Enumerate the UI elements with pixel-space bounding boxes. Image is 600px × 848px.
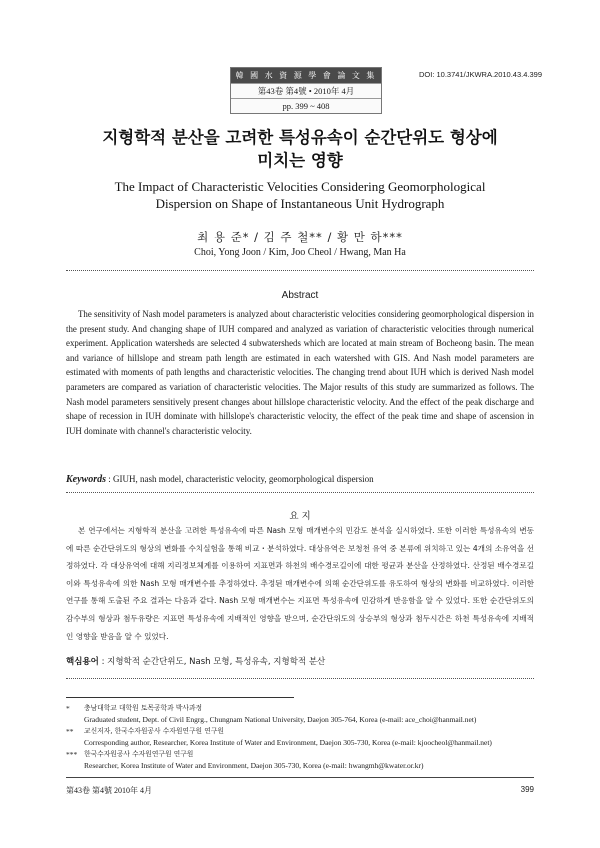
footnote-english: Corresponding author, Researcher, Korea Institute of Water and Environment, Daejon 305-730, Korea (e-mail: kjoocheol@hanmail.net) <box>84 738 492 747</box>
divider-top <box>66 270 534 271</box>
footnote-korean: 교신저자, 한국수자원공사 수자원연구원 연구원 <box>84 727 224 735</box>
journal-pages: pp. 399 ~ 408 <box>231 98 381 113</box>
divider-bottom <box>66 678 534 679</box>
journal-name: 韓 國 水 資 源 學 會 論 文 集 <box>231 68 381 83</box>
footnote-rule <box>66 697 294 698</box>
abstract-heading: Abstract <box>281 290 319 301</box>
footnote-english: Graduated student, Dept. of Civil Engrg., Chungnam National University, Daejon 305-764, Korea (e-mail: ace_choi@hanmail.net) <box>84 715 477 724</box>
title-korean <box>0 126 600 172</box>
keywords <box>66 474 534 485</box>
journal-volume: 第43卷 第4號 • 2010年 4月 <box>231 83 381 98</box>
abstract-text: The sensitivity of Nash model parameters is analyzed about characteristic velocities considering geomorphological dispersion in the present study. And changing shape of IUH compared and analyzed as variation of characteristic velocities through numerical experiment. Application watersheds are selected 4 subwatersheds which are located at main stream of Bocheong basin. The mean and variance of hillslope and stream path length are estimated in each watershed with GIS. And Nash model parameters are estimated with moments of path lengths and characteristic velocities. The changing trend about IUH which is derived Nash model parameters are compared as variation of characteristic velocities. The Major results of this study are summarized as follows. The Nash model parameters sensitively present changes about hillslope characteristic velocity. And the effect of the peak discharge and shape of recession in IUH dominate with hillslope's characteristic velocity, the effect of the peak time and shape of ascension in IUH dominate with channel's characteristic velocity. <box>66 309 534 436</box>
title-korean-line-2: 미치는 영향 <box>257 151 343 170</box>
footer-rule <box>66 777 534 778</box>
title-english-line-2: Dispersion on Shape of Instantaneous Unit Hydrograph <box>155 196 445 211</box>
footnote-mark: * <box>66 704 70 713</box>
journal-info-box <box>230 67 382 114</box>
title-english-line-1: The Impact of Characteristic Velocities Considering Geomorphological <box>114 179 486 194</box>
footnote-korean: 한국수자원공사 수자원연구원 연구원 <box>84 750 194 758</box>
footnotes <box>66 703 546 772</box>
authors-english: Choi, Yong Joon / Kim, Joo Cheol / Hwang, Man Ha <box>194 247 406 258</box>
keywords-label: Keywords <box>66 474 106 485</box>
footnote-korean: 충남대학교 대학원 토목공학과 박사과정 <box>84 704 203 712</box>
divider-middle <box>66 492 534 493</box>
footnote <box>66 749 546 771</box>
keywords-text: : GIUH, nash model, characteristic velocity, geomorphological dispersion <box>108 474 374 484</box>
footnote <box>66 726 546 748</box>
korean-keywords <box>66 655 534 667</box>
footer-journal-issue: 第43卷 第4號 2010年 4月 <box>66 786 152 795</box>
footnote-mark: ** <box>66 727 74 736</box>
korean-abstract-text: 본 연구에서는 지형학적 분산을 고려한 특성유속에 따른 Nash 모형 매개변수의 민감도 분석을 실시하였다. 또한 이러한 특성유속의 변동에 따른 순간단위도의 형상의 변화를 수치실험을 통해 비교・분석하였다. 대상유역은 보청천 유역 중 본류에 위치하고 있는 4개의 소유역을 선정하였다. 각 대상유역에 대해 지리정보체계를 이용하여 지표면과 하천의 배수경로길이에 대한 평균과 분산을 산정하였다. 산정된 배수경로길이와 특성유속에 의한 Nash 모형 매개변수를 추정하였다. 추정된 매개변수에 의해 순간단위도를 유도하여 형상의 변화를 비교하였다. 이러한 연구를 통해 도출된 주요 결과는 다음과 같다. Nash 모형 매개변수는 지표면 특성유속에 민감하게 반응함을 알 수 있었다. 또한 순간단위도의 감수부의 형상과 첨두유량은 지표면 특성유속에 지배적인 영향을 받으며, 순간단위도의 상승부의 형상과 첨두시간은 하천 특성유속에 지배적인 영향을 받음을 알 수 있었다. <box>66 526 534 641</box>
authors-korean: 최 용 준* / 김 주 철** / 황 만 하*** <box>197 230 403 244</box>
korean-abstract-heading: 요 지 <box>289 511 311 522</box>
doi-label[interactable]: DOI: 10.3741/JKWRA.2010.43.4.399 <box>419 70 542 79</box>
page-number: 399 <box>520 785 534 794</box>
footnote-english: Researcher, Korea Institute of Water and Environment, Daejon 305-730, Korea (e-mail: hwangmh@kwater.or.kr) <box>84 761 424 770</box>
korean-keywords-label: 핵심용어 <box>66 657 99 667</box>
footnote <box>66 703 546 725</box>
korean-keywords-text: : 지형학적 순간단위도, Nash 모형, 특성유속, 지형학적 분산 <box>101 657 326 667</box>
title-english <box>0 178 600 212</box>
title-korean-line-1: 지형학적 분산을 고려한 특성유속이 순간단위도 형상에 <box>102 128 498 147</box>
footnote-mark: *** <box>66 750 78 759</box>
